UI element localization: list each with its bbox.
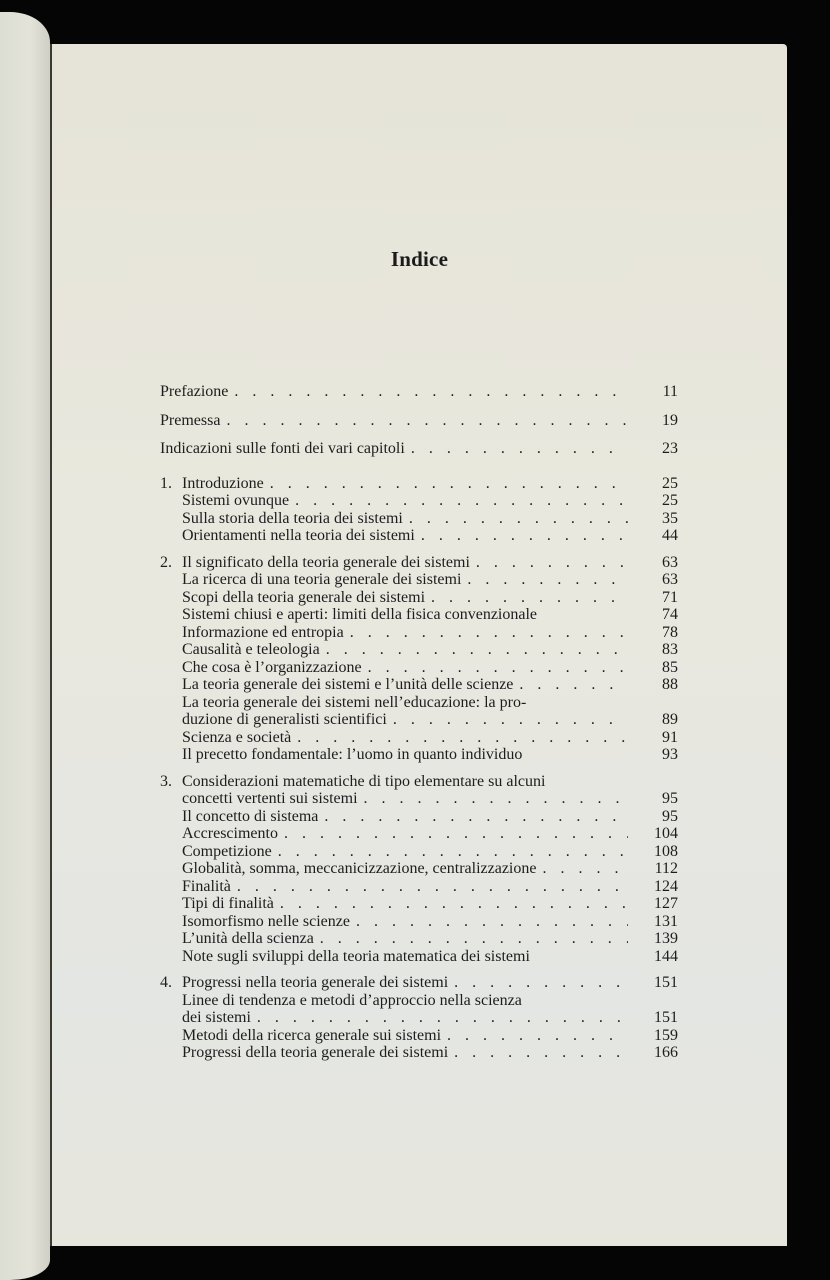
toc-section xyxy=(160,746,678,764)
section-label: Sistemi ovunque xyxy=(182,492,290,509)
section-page: 88 xyxy=(662,676,678,693)
section-label-continued: dei sistemi xyxy=(182,1009,251,1026)
toc-entry-prefazione xyxy=(160,378,678,407)
toc-entry-page: 11 xyxy=(662,383,678,400)
section-label: Note sugli sviluppi della teoria matematica dei sistemi xyxy=(182,947,530,965)
section-page: 35 xyxy=(662,509,678,527)
chapter-title: Introduzione xyxy=(182,474,264,492)
toc-entry-label: Indicazioni sulle fonti dei vari capitoli xyxy=(160,440,405,457)
toc-section xyxy=(160,659,678,677)
section-label: Accrescimento xyxy=(182,825,278,842)
toc-section xyxy=(160,895,678,913)
section-page: 83 xyxy=(662,641,678,658)
toc-section xyxy=(160,571,678,589)
toc-chapter-3 xyxy=(160,773,678,791)
chapter-page: 63 xyxy=(662,553,678,571)
toc-section xyxy=(160,694,678,712)
section-label: La teoria generale dei sistemi nell’educazione: la pro- xyxy=(182,693,527,711)
toc-section xyxy=(160,1044,678,1062)
section-page: 159 xyxy=(654,1026,678,1044)
toc-section xyxy=(160,589,678,607)
toc-section xyxy=(160,808,678,826)
toc-chapter-3-continued xyxy=(160,790,678,808)
chapter-title: Considerazioni matematiche di tipo elementare su alcuni xyxy=(182,772,546,790)
toc-section-continued xyxy=(160,1009,678,1027)
toc-section xyxy=(160,1027,678,1045)
toc-section xyxy=(160,843,678,861)
section-page: 44 xyxy=(662,527,678,544)
chapter-page: 151 xyxy=(654,974,678,991)
chapter-title: Progressi nella teoria generale dei sistemi xyxy=(182,974,449,991)
section-label: Progressi della teoria generale dei sistemi xyxy=(182,1044,449,1061)
toc-entry-page: 19 xyxy=(662,411,678,429)
toc-entry-label: Prefazione xyxy=(160,383,229,400)
section-label: Il precetto fondamentale: l’uomo in quanto individuo xyxy=(182,746,523,763)
section-page: 71 xyxy=(662,588,678,606)
section-page: 89 xyxy=(662,711,678,728)
section-page: 131 xyxy=(654,912,678,930)
section-label: Orientamenti nella teoria dei sistemi xyxy=(182,527,415,544)
chapter-number: 3. xyxy=(160,772,172,790)
toc-section xyxy=(160,510,678,528)
section-label: Sistemi chiusi e aperti: limiti della fisica convenzionale xyxy=(182,606,538,623)
section-page: 166 xyxy=(654,1044,678,1061)
book-page xyxy=(52,44,787,1246)
section-page: 63 xyxy=(662,571,678,588)
section-page: 95 xyxy=(662,807,678,825)
section-label: Informazione ed entropia xyxy=(182,623,344,641)
section-label: Il concetto di sistema xyxy=(182,807,319,825)
section-page: 144 xyxy=(654,947,678,965)
section-label: Tipi di finalità xyxy=(182,895,274,912)
section-page: 139 xyxy=(654,930,678,947)
toc-section xyxy=(160,913,678,931)
chapter-title-continued: concetti vertenti sui sistemi xyxy=(182,790,358,807)
toc-entry-premessa xyxy=(160,407,678,436)
toc-section xyxy=(160,676,678,694)
toc-section xyxy=(160,641,678,659)
section-label: La teoria generale dei sistemi e l’unità delle scienze xyxy=(182,676,514,693)
toc-section xyxy=(160,948,678,966)
chapter-number: 4. xyxy=(160,974,172,991)
toc-section xyxy=(160,492,678,510)
facing-page-edge xyxy=(0,12,50,1280)
section-label: Metodi della ricerca generale sui sistemi xyxy=(182,1026,442,1044)
section-label: Isomorfismo nelle scienze xyxy=(182,912,350,930)
section-page: 151 xyxy=(654,1009,678,1026)
chapter-page: 25 xyxy=(662,474,678,492)
section-label: Finalità xyxy=(182,877,231,895)
toc-entry-page: 23 xyxy=(662,440,678,457)
toc-section-continued xyxy=(160,711,678,729)
toc-chapter-2 xyxy=(160,554,678,572)
chapter-title: Il significato della teoria generale dei sistemi xyxy=(182,553,470,571)
section-page: 85 xyxy=(662,658,678,676)
toc-section xyxy=(160,825,678,843)
section-page: 112 xyxy=(654,860,678,877)
section-page: 93 xyxy=(662,746,678,763)
section-page: 124 xyxy=(654,877,678,895)
toc-section xyxy=(160,527,678,545)
section-label: Causalità e teleologia xyxy=(182,641,320,658)
toc-chapter-4 xyxy=(160,974,678,992)
section-label: Che cosa è l’organizzazione xyxy=(182,658,362,676)
section-label: La ricerca di una teoria generale dei sistemi xyxy=(182,571,462,588)
table-of-contents xyxy=(160,378,678,1062)
chapter-number: 2. xyxy=(160,553,172,571)
page-title: Indice xyxy=(390,247,449,271)
section-page: 78 xyxy=(662,623,678,641)
section-label: Competizione xyxy=(182,842,272,860)
section-label: Scienza e società xyxy=(182,728,292,746)
toc-entry-label: Premessa xyxy=(160,411,221,429)
section-label: Linee di tendenza e metodi d’approccio nella scienza xyxy=(182,991,522,1009)
toc-section xyxy=(160,624,678,642)
toc-section xyxy=(160,606,678,624)
section-page: 127 xyxy=(654,895,678,912)
toc-section xyxy=(160,860,678,878)
section-label: Scopi della teoria generale dei sistemi xyxy=(182,588,426,606)
toc-chapter-1 xyxy=(160,475,678,493)
toc-entry-indicazioni xyxy=(160,435,678,464)
section-page: 91 xyxy=(662,728,678,746)
section-page: 25 xyxy=(662,492,678,509)
chapter-page: 95 xyxy=(662,790,678,807)
section-label-continued: duzione di generalisti scientifici xyxy=(182,711,387,728)
section-label: Globalità, somma, meccanicizzazione, centralizzazione xyxy=(182,860,537,877)
section-label: L’unità della scienza xyxy=(182,930,314,947)
chapter-number: 1. xyxy=(160,474,172,492)
section-page: 104 xyxy=(654,825,678,842)
toc-section xyxy=(160,729,678,747)
toc-section xyxy=(160,878,678,896)
toc-section xyxy=(160,930,678,948)
section-page: 74 xyxy=(662,606,678,623)
section-page: 108 xyxy=(654,842,678,860)
toc-section xyxy=(160,992,678,1010)
section-label: Sulla storia della teoria dei sistemi xyxy=(182,509,403,527)
